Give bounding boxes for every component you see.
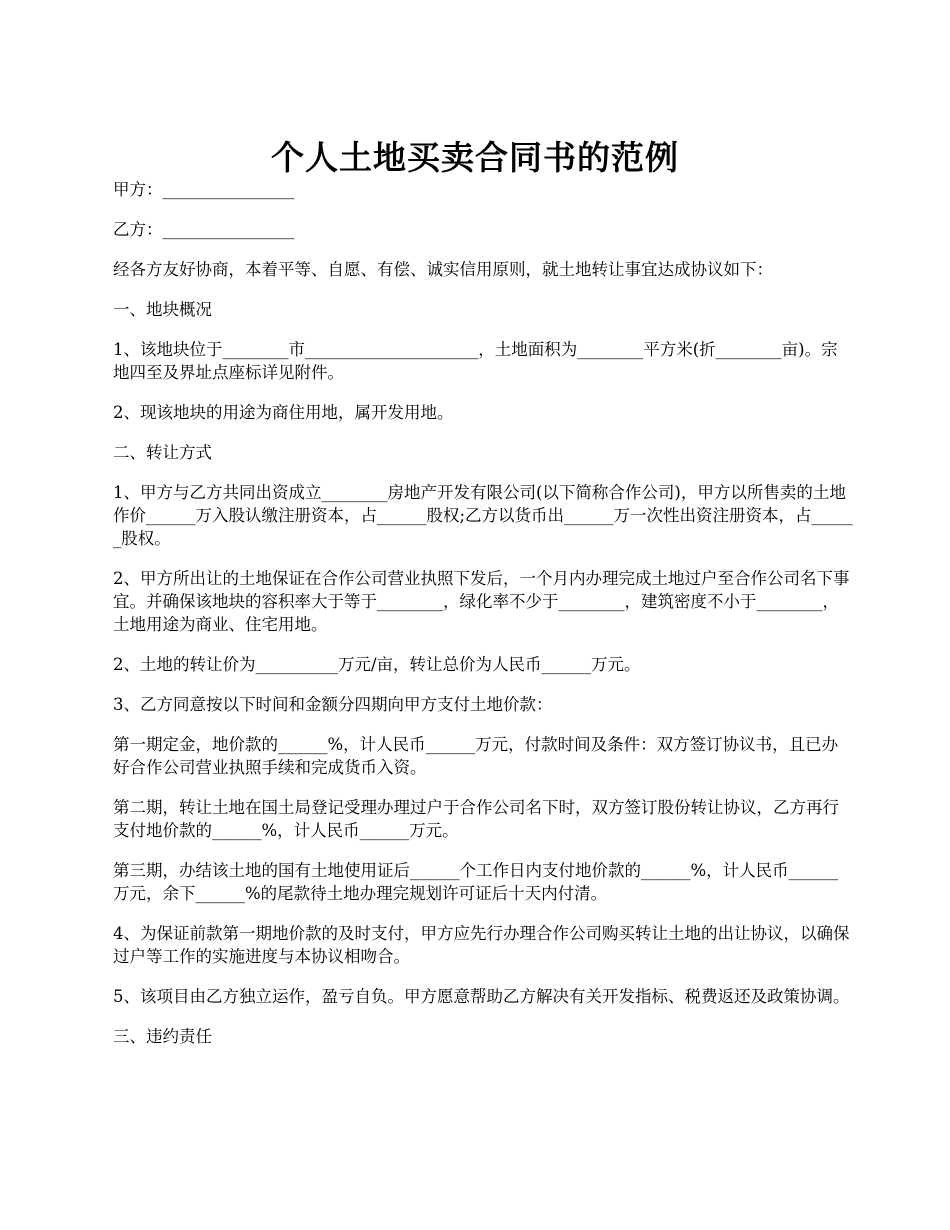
clause-transfer-guarantee: 2、甲方所出让的土地保证在合作公司营业执照下发后，一个月内办理完成土地过户至合作公司名下事宜。并确保该地块的容积率大于等于________，绿化率不少于________，建筑密度不小于________，土地用途为商业、住宅用地。 bbox=[113, 569, 850, 634]
clause-payment-third: 第三期，办结该土地的国有土地使用证后______个工作日内支付地价款的______%，计人民币______万元，余下______%的尾款待土地办理完规划许可证后十天内付清。 bbox=[113, 861, 839, 903]
clause-payment-first: 第一期定金，地价款的______%，计人民币______万元，付款时间及条件：双方签订协议书，且已办好合作公司营业执照手续和完成货币入资。 bbox=[113, 735, 839, 777]
clause-independent-operation: 5、该项目由乙方独立运作，盈亏自负。甲方愿意帮助乙方解决有关开发指标、税费返还及政策协调。 bbox=[113, 987, 850, 1006]
party-b-line: 乙方：________________ bbox=[113, 220, 295, 239]
clause-land-use: 2、现该地块的用途为商住用地，属开发用地。 bbox=[113, 403, 454, 422]
clause-transfer-price: 2、土地的转让价为__________万元/亩，转让总价为人民币______万元。 bbox=[113, 655, 641, 674]
section-heading-land-overview: 一、地块概况 bbox=[113, 300, 212, 319]
clause-joint-company: 1、甲方与乙方共同出资成立________房地产开发有限公司(以下简称合作公司)，甲方以所售卖的土地作价______万入股认缴注册资本，占______股权;乙方以货币出______万一次性出资注册资本，占______股权。 bbox=[113, 483, 853, 548]
section-heading-transfer-method: 二、转让方式 bbox=[113, 443, 212, 462]
document-body bbox=[113, 178, 853, 1065]
section-heading-breach-liability: 三、违约责任 bbox=[113, 1027, 212, 1046]
preamble-paragraph: 经各方友好协商，本着平等、自愿、有偿、诚实信用原则，就土地转让事宜达成协议如下： bbox=[113, 260, 773, 279]
clause-payment-schedule: 3、乙方同意按以下时间和金额分四期向甲方支付土地价款： bbox=[113, 695, 553, 714]
clause-payment-guarantee: 4、为保证前款第一期地价款的及时支付，甲方应先行办理合作公司购买转让土地的出让协议，以确保过户等工作的实施进度与本协议相吻合。 bbox=[113, 924, 850, 966]
clause-payment-second: 第二期，转让土地在国土局登记受理办理过户于合作公司名下时，双方签订股份转让协议，乙方再行支付地价款的______%，计人民币______万元。 bbox=[113, 798, 839, 840]
party-a-line: 甲方：________________ bbox=[113, 180, 295, 199]
document-title: 个人土地买卖合同书的范例 bbox=[271, 138, 679, 178]
clause-land-location: 1、该地块位于________市_____________________，土地面积为________平方米(折________亩)。宗地四至及界址点座标详见附件。 bbox=[113, 340, 838, 382]
